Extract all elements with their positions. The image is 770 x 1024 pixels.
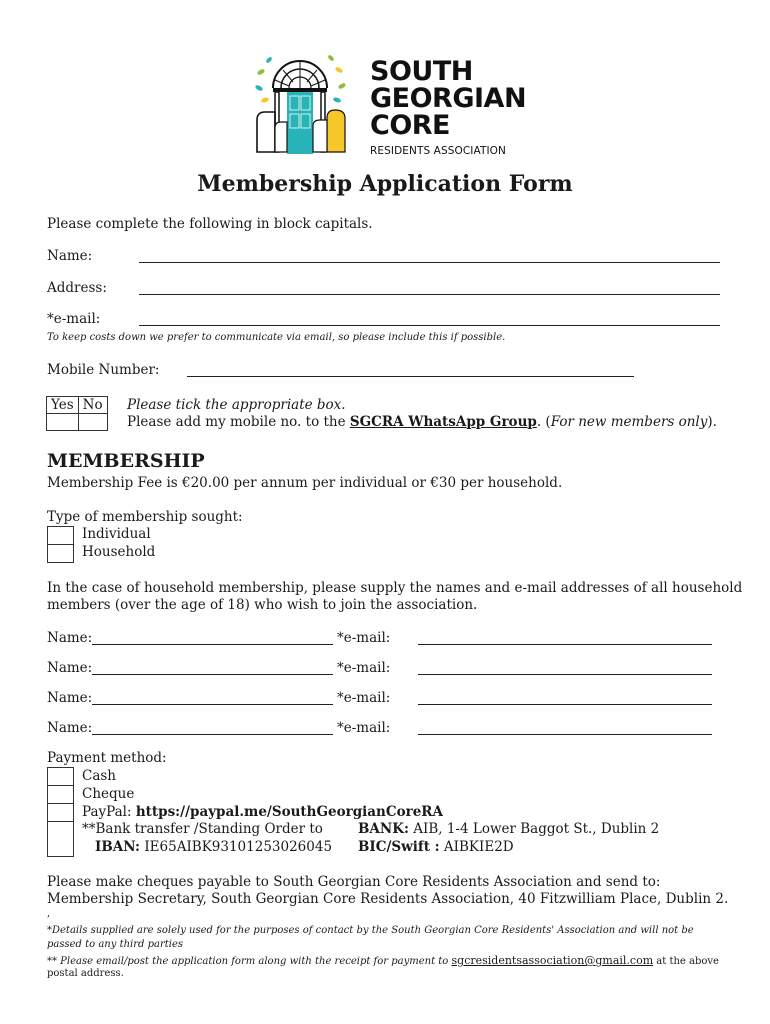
household-email-line[interactable]	[418, 644, 712, 645]
cash-label: Cash	[82, 768, 117, 784]
household-email-label: *e-mail:	[337, 690, 391, 706]
iban-label: IBAN:	[95, 839, 141, 855]
whatsapp-yes-no-table	[46, 396, 108, 431]
household-checkbox[interactable]	[47, 544, 74, 563]
yes-header: Yes	[47, 397, 79, 414]
email-label: *e-mail:	[47, 311, 101, 327]
payment-method-label: Payment method:	[47, 750, 167, 766]
no-checkbox[interactable]	[78, 414, 107, 431]
iban-value: IE65AIBK93101253026045	[140, 839, 333, 855]
new-members-note: For new members only	[550, 414, 708, 430]
household-name-line[interactable]	[92, 644, 333, 645]
iban-line	[95, 839, 332, 855]
membership-type-label: Type of membership sought:	[47, 509, 243, 525]
logo-line-1: SOUTH	[370, 56, 473, 87]
form-title: Membership Application Form	[197, 171, 573, 197]
logo-tagline: RESIDENTS ASSOCIATION	[370, 145, 506, 157]
whatsapp-request	[127, 414, 717, 430]
sgcra-logo-icon	[253, 48, 348, 156]
household-email-label: *e-mail:	[337, 720, 391, 736]
household-email-line[interactable]	[418, 674, 712, 675]
cheques-line-2: Membership Secretary, South Georgian Core Residents Association, 40 Fitzwilliam Place, Dublin 2.	[47, 891, 729, 907]
household-name-label: Name:	[47, 690, 93, 706]
logo-line-3: CORE	[370, 110, 451, 141]
household-email-line[interactable]	[418, 734, 712, 735]
household-email-label: *e-mail:	[337, 630, 391, 646]
intro-text: Please complete the following in block capitals.	[47, 216, 373, 232]
individual-label: Individual	[82, 526, 151, 542]
bic-value: AIBKIE2D	[439, 839, 514, 855]
bank-transfer-label: **Bank transfer /Standing Order to	[82, 821, 323, 837]
whatsapp-suffix-post: ).	[707, 414, 717, 430]
footnote-mark: ,	[47, 908, 51, 919]
tick-instruction: Please tick the appropriate box.	[127, 397, 346, 413]
logo-wordmark	[370, 58, 526, 157]
mobile-line[interactable]	[187, 376, 634, 377]
cheque-checkbox[interactable]	[47, 785, 74, 804]
paypal-checkbox[interactable]	[47, 803, 74, 822]
email-line[interactable]	[139, 325, 720, 326]
footnote-2-suffix: at the above	[653, 956, 719, 967]
household-name-line[interactable]	[92, 674, 333, 675]
name-label: Name:	[47, 248, 93, 264]
household-label: Household	[82, 544, 156, 560]
yes-checkbox[interactable]	[47, 414, 79, 431]
paypal-url[interactable]: https://paypal.me/SouthGeorgianCoreRA	[135, 804, 443, 820]
household-name-label: Name:	[47, 720, 93, 736]
logo-line-2: GEORGIAN	[370, 83, 527, 114]
footnote-1a: *Details supplied are solely used for the purposes of contact by the South Georgian Core Residents' Association and will not be	[47, 925, 694, 936]
household-email-line[interactable]	[418, 704, 712, 705]
cheques-line-1: Please make cheques payable to South Georgian Core Residents Association and send to:	[47, 874, 661, 890]
membership-heading: MEMBERSHIP	[47, 450, 205, 472]
household-email-label: *e-mail:	[337, 660, 391, 676]
household-note-1: In the case of household membership, please supply the names and e-mail addresses of all household	[47, 580, 743, 596]
household-name-label: Name:	[47, 630, 93, 646]
bic-line	[358, 839, 514, 855]
mobile-label: Mobile Number:	[47, 362, 160, 378]
bank-label: BANK:	[358, 821, 409, 837]
bank-transfer-checkbox[interactable]	[47, 821, 74, 857]
cheque-label: Cheque	[82, 786, 135, 802]
email-note: To keep costs down we prefer to communicate via email, so please include this if possible.	[47, 332, 506, 343]
household-name-line[interactable]	[92, 704, 333, 705]
no-header: No	[78, 397, 107, 414]
whatsapp-prefix: Please add my mobile no. to the	[127, 414, 350, 430]
bank-value: AIB, 1-4 Lower Baggot St., Dublin 2	[408, 821, 660, 837]
paypal-label: PayPal:	[82, 804, 136, 820]
footnote-2-prefix: ** Please email/post the application form along with the receipt for payment to	[47, 956, 452, 967]
address-line[interactable]	[139, 294, 720, 295]
whatsapp-group-name: SGCRA WhatsApp Group	[349, 414, 537, 430]
footnote-2	[47, 954, 719, 967]
paypal-line	[82, 804, 443, 820]
bank-line	[358, 821, 659, 837]
membership-fee: Membership Fee is €20.00 per annum per individual or €30 per household.	[47, 475, 563, 491]
bic-label: BIC/Swift :	[358, 839, 440, 855]
household-note-2: members (over the age of 18) who wish to join the association.	[47, 597, 478, 613]
footnote-1b: passed to any third parties	[47, 939, 184, 950]
household-name-line[interactable]	[92, 734, 333, 735]
name-line[interactable]	[139, 262, 720, 263]
footnote-2-tail: postal address.	[47, 968, 124, 979]
contact-email-link[interactable]: sgcresidentsassociation@gmail.com	[451, 954, 654, 967]
individual-checkbox[interactable]	[47, 526, 74, 545]
household-name-label: Name:	[47, 660, 93, 676]
address-label: Address:	[47, 280, 107, 296]
whatsapp-suffix-pre: . (	[536, 414, 551, 430]
cash-checkbox[interactable]	[47, 767, 74, 786]
